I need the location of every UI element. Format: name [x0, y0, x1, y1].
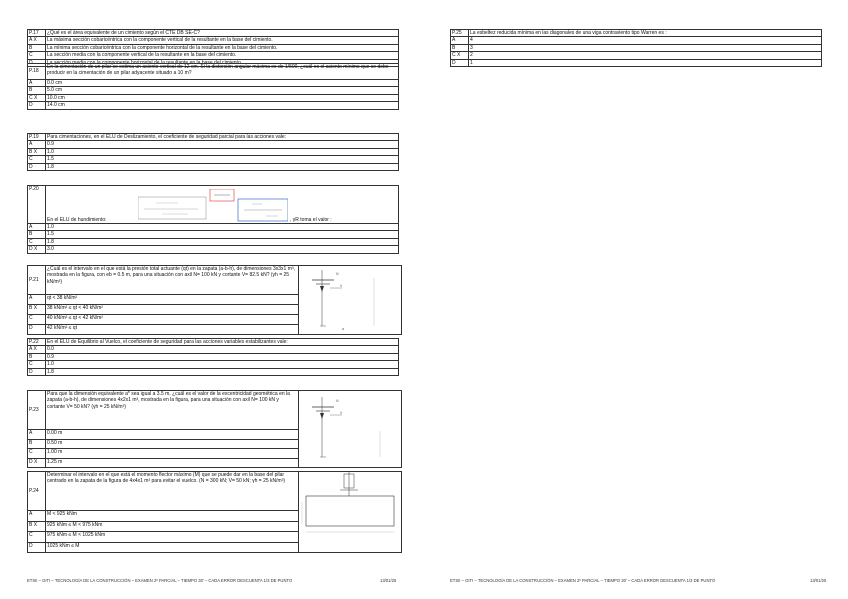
page-number: 13/01/25: [380, 578, 397, 583]
figure-cell: [299, 472, 402, 553]
question-23: [27, 390, 402, 468]
figure-cell: [299, 266, 402, 335]
option-label: C X: [28, 94, 46, 101]
option-label: D X: [28, 246, 46, 253]
option-label: A: [28, 80, 46, 87]
question-22: [27, 338, 399, 376]
option-text: 3: [469, 44, 822, 51]
option-text: 0.00 m: [46, 430, 299, 440]
option-text: 1: [469, 59, 822, 66]
question-text: En el ELU de Equilibrio al Vuelco, el coeficiente de seguridad para las acciones variables estabilizantes vale:: [46, 339, 399, 346]
footing-figure: [300, 472, 400, 550]
option-text: M < 925 kNm: [46, 511, 299, 522]
question-text: Para cimentaciones, en el ELU de Deslizamiento, el coeficiente de seguridad parcial para las acciones vale:: [46, 134, 399, 141]
question-id: P.18: [28, 64, 46, 80]
question-text: ¿Qué es el área equivalente de un cimiento según el CTE DB SE-C?: [46, 30, 399, 37]
option-text: 42 kN/m² ≤ qt: [46, 325, 299, 335]
svg-text:V: V: [340, 284, 343, 288]
option-label: A: [28, 430, 46, 440]
option-label: D: [28, 102, 46, 109]
question-id: P.23: [28, 391, 46, 430]
question-text: La esbeltez reducida mínima en las diagonales de una viga contraviento tipo Warren es :: [469, 30, 822, 37]
question-text: En la cimentación de un pilar se estima un asiento vertical de 12 cm. Si la distorsión angular máxima es de 1/500, ¿cuál es el asiento mínimo que se debe producir en la cimentación de un pilar adyacente situado a 10 m?: [46, 64, 399, 80]
option-label: C: [28, 532, 46, 543]
option-text: La mínima sección cobaricéntrica con la componente horizontal de la resultante en la base del cimiento.: [46, 44, 399, 51]
footing-figure: [300, 391, 400, 465]
option-label: B: [28, 439, 46, 449]
question-25: [450, 29, 822, 67]
option-text: 0.50 m: [46, 439, 299, 449]
option-text: 0.0 cm: [46, 80, 399, 87]
question-id: P.19: [28, 134, 46, 141]
svg-text:V: V: [340, 411, 343, 415]
question-20: [27, 185, 399, 254]
option-label: B X: [28, 521, 46, 532]
option-label: C: [28, 156, 46, 163]
right-page: [424, 0, 848, 599]
option-text: 975 kNm ≤ M < 1025 kNm: [46, 532, 299, 543]
option-label: A: [28, 511, 46, 522]
option-label: B X: [28, 305, 46, 315]
option-label: A: [451, 37, 469, 44]
question-24: [27, 471, 402, 553]
svg-text:a: a: [342, 327, 344, 331]
option-label: C: [28, 315, 46, 325]
figure-cell: [299, 391, 402, 468]
option-label: C: [28, 238, 46, 245]
footing-figure: [300, 266, 400, 332]
option-text: La sección media con la componente horizontal de la resultante en la base del cimiento.: [46, 59, 399, 66]
option-text: 4: [469, 37, 822, 44]
option-text: 14.0 cm: [46, 102, 399, 109]
option-label: A X: [28, 37, 46, 44]
option-text: 1.5: [46, 156, 399, 163]
svg-text:N: N: [336, 272, 339, 276]
option-text: 3.0: [46, 246, 399, 253]
question-19: [27, 133, 399, 171]
option-label: B: [28, 353, 46, 360]
question-id: P.17: [28, 30, 46, 37]
option-label: A: [28, 224, 46, 231]
option-label: D: [28, 368, 46, 375]
option-label: D: [451, 59, 469, 66]
question-text: Para que la dimensión equivalente a* sea igual a 3.5 m, ¿cuál es el valor de la excentricidad geométrica en la zapata (a-b-h), de dimensiones 4x2x1 m³, mostrada en la figura, para una situación con axil N= 100 kN y cortante V= 50 kN? (γh = 25 kN/m³): [46, 391, 299, 430]
option-text: 1.0: [46, 148, 399, 155]
page-footer: ETSII – GITI – TECNOLOGÍA DE LA CONSTRUCCIÓN – EXAMEN 2º PARCIAL – TIEMPO 30' – CADA ERROR DESCUENTA 1/3 DE PUNTO: [27, 578, 293, 583]
formula-image: [138, 189, 288, 223]
option-label: D: [28, 59, 46, 66]
option-text: 38 kN/m² ≤ qt < 40 kN/m²: [46, 305, 299, 315]
option-label: D X: [28, 458, 46, 468]
option-label: C X: [451, 52, 469, 59]
option-label: A X: [28, 346, 46, 353]
question-18: [27, 63, 399, 110]
option-text: 1.8: [46, 163, 399, 170]
question-id: P.21: [28, 266, 46, 295]
option-text: 1.5: [46, 231, 399, 238]
option-text: 1.8: [46, 368, 399, 375]
option-text: 925 kNm ≤ M < 975 kNm: [46, 521, 299, 532]
option-label: D: [28, 542, 46, 553]
option-label: B: [28, 231, 46, 238]
option-text: 5.0 cm: [46, 87, 399, 94]
option-label: A: [28, 295, 46, 305]
option-label: C: [28, 52, 46, 59]
option-text: 2: [469, 52, 822, 59]
option-label: D: [28, 163, 46, 170]
option-label: B: [28, 44, 46, 51]
option-text: 0.9: [46, 141, 399, 148]
option-text: 1025 kNm ≤ M: [46, 542, 299, 553]
option-text: La máxima sección cobaricéntrica con la componente vertical de la resultante en la base del cimiento.: [46, 37, 399, 44]
page-number: 13/01/25: [810, 578, 827, 583]
question-17: [27, 29, 399, 67]
option-text: 1.0: [46, 224, 399, 231]
question-text: Determinar el intervalo en el que está el momento flector máximo (M) que se puede dar en la base del pilar centrado en la zapata de la figura de 4x4x1 m³ para evitar el vuelco. (N = 300 kN; V= 50 kN; γh = 25 kN/m³): [46, 472, 299, 511]
option-text: qt < 38 kN/m²: [46, 295, 299, 305]
option-label: D: [28, 325, 46, 335]
question-text: ¿Cuál es el intervalo en el que está la presión total actuante (qt) en la zapata (a-b-h), de dimensiones 3x3x1 m³, mostrada en la figura, con eb = 0.5 m, para una situación con axil N= 100 kN y cortante V= 82.5 kN? (γh = 25 kN/m³): [46, 266, 299, 295]
svg-text:N: N: [336, 399, 339, 403]
question-id: P.24: [28, 472, 46, 511]
option-text: 1.8: [46, 238, 399, 245]
option-label: C: [28, 361, 46, 368]
option-text: 0.0: [46, 346, 399, 353]
option-label: B: [28, 87, 46, 94]
question-text-prefix: En el ELU de hundimiento:: [47, 216, 107, 223]
question-id: P.20: [28, 186, 46, 224]
option-label: B X: [28, 148, 46, 155]
option-label: A: [28, 141, 46, 148]
option-text: 40 kN/m² ≤ qt < 42 kN/m²: [46, 315, 299, 325]
page-footer: ETSII – GITI – TECNOLOGÍA DE LA CONSTRUCCIÓN – EXAMEN 2º PARCIAL – TIEMPO 30' – CADA ERROR DESCUENTA 1/3 DE PUNTO: [450, 578, 716, 583]
question-text-suffix: , γR toma el valor :: [290, 216, 332, 223]
option-text: 1.0: [46, 361, 399, 368]
question-21: [27, 265, 402, 335]
option-label: C: [28, 449, 46, 459]
question-id: P.22: [28, 339, 46, 346]
option-text: 1.25 m: [46, 458, 299, 468]
option-text: 10.0 cm: [46, 94, 399, 101]
option-label: B: [451, 44, 469, 51]
question-id: P.25: [451, 30, 469, 37]
option-text: La sección media con la componente vertical de la resultante en la base del cimiento.: [46, 52, 399, 59]
option-text: 0.9: [46, 353, 399, 360]
option-text: 1.00 m: [46, 449, 299, 459]
